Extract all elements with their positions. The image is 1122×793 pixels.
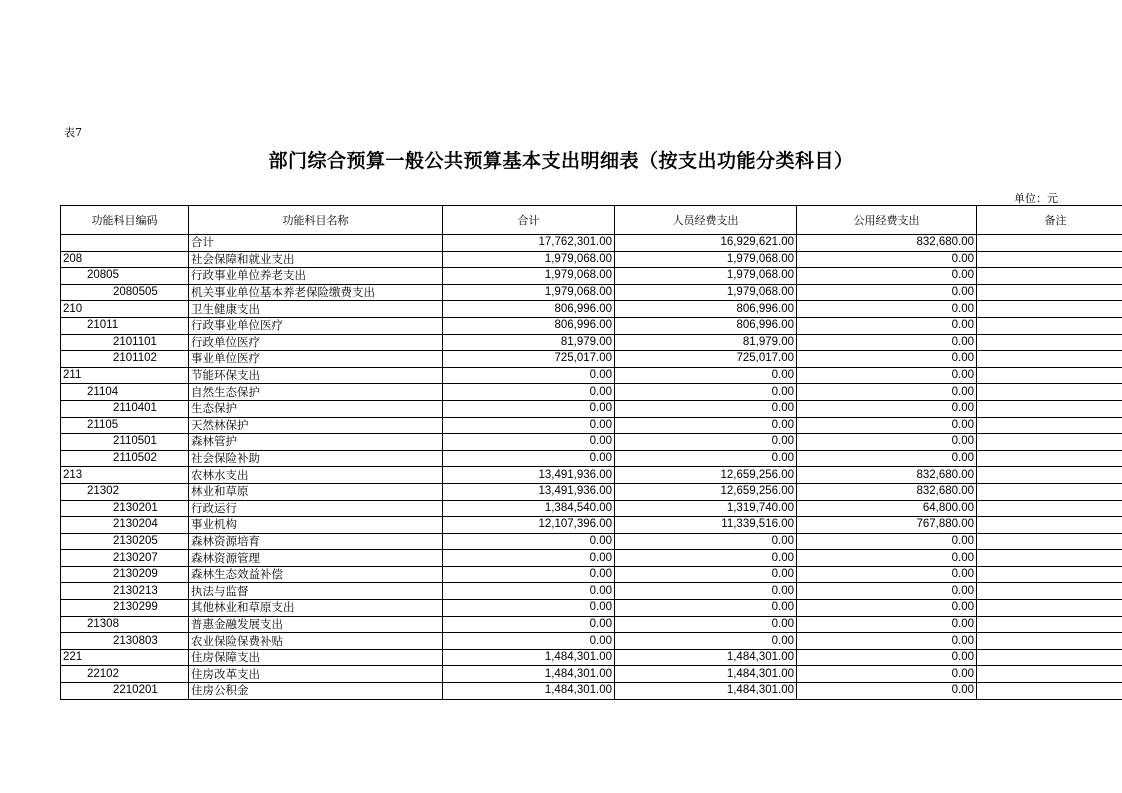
header-note: 备注: [977, 206, 1122, 235]
cell-code: 2101102: [61, 351, 189, 368]
cell-public: 0.00: [797, 683, 977, 700]
cell-code: 2130803: [61, 633, 189, 650]
cell-public: 0.00: [797, 533, 977, 550]
table-row: [61, 301, 1122, 318]
cell-total: 0.00: [443, 384, 615, 401]
cell-total: 81,979.00: [443, 334, 615, 351]
cell-note: [977, 616, 1122, 633]
cell-code: 2080505: [61, 284, 189, 301]
cell-total: 1,979,068.00: [443, 284, 615, 301]
cell-public: 0.00: [797, 566, 977, 583]
table-row: [61, 550, 1122, 567]
cell-note: [977, 649, 1122, 666]
header-public: 公用经费支出: [797, 206, 977, 235]
cell-public: 832,680.00: [797, 467, 977, 484]
cell-code: 2130204: [61, 517, 189, 534]
table-row: [61, 434, 1122, 451]
cell-name: 机关事业单位基本养老保险缴费支出: [189, 284, 443, 301]
cell-public: 0.00: [797, 301, 977, 318]
cell-public: 0.00: [797, 434, 977, 451]
cell-code: 2130209: [61, 566, 189, 583]
cell-personnel: 0.00: [615, 434, 797, 451]
cell-name: 农业保险保费补贴: [189, 633, 443, 650]
cell-code: 2110502: [61, 450, 189, 467]
cell-personnel: 1,979,068.00: [615, 251, 797, 268]
cell-code: 2110401: [61, 400, 189, 417]
cell-note: [977, 583, 1122, 600]
cell-name: 执法与监督: [189, 583, 443, 600]
cell-total: 0.00: [443, 367, 615, 384]
cell-personnel: 81,979.00: [615, 334, 797, 351]
cell-code: 21308: [61, 616, 189, 633]
table-row: [61, 666, 1122, 683]
cell-code: 2130201: [61, 500, 189, 517]
cell-note: [977, 633, 1122, 650]
cell-personnel: 0.00: [615, 533, 797, 550]
cell-personnel: 0.00: [615, 400, 797, 417]
cell-note: [977, 251, 1122, 268]
cell-name: 行政事业单位养老支出: [189, 268, 443, 285]
cell-note: [977, 351, 1122, 368]
cell-total: 0.00: [443, 450, 615, 467]
cell-total: 0.00: [443, 616, 615, 633]
cell-note: [977, 500, 1122, 517]
cell-name: 住房保障支出: [189, 649, 443, 666]
cell-code: 21104: [61, 384, 189, 401]
cell-note: [977, 367, 1122, 384]
cell-total: 806,996.00: [443, 301, 615, 318]
cell-public: 0.00: [797, 600, 977, 617]
cell-code: 2130205: [61, 533, 189, 550]
cell-note: [977, 235, 1122, 252]
cell-total: 1,979,068.00: [443, 251, 615, 268]
cell-note: [977, 533, 1122, 550]
cell-name: 卫生健康支出: [189, 301, 443, 318]
cell-name: 森林管护: [189, 434, 443, 451]
cell-personnel: 806,996.00: [615, 317, 797, 334]
table-row: [61, 284, 1122, 301]
cell-name: 合计: [189, 235, 443, 252]
cell-public: 0.00: [797, 417, 977, 434]
cell-total: 0.00: [443, 533, 615, 550]
cell-public: 0.00: [797, 633, 977, 650]
cell-total: 0.00: [443, 600, 615, 617]
cell-note: [977, 450, 1122, 467]
cell-total: 0.00: [443, 633, 615, 650]
cell-total: 0.00: [443, 400, 615, 417]
cell-note: [977, 317, 1122, 334]
cell-name: 天然林保护: [189, 417, 443, 434]
cell-personnel: 0.00: [615, 583, 797, 600]
header-total: 合计: [443, 206, 615, 235]
table-row: [61, 467, 1122, 484]
cell-code: [61, 235, 189, 252]
table-row: [61, 517, 1122, 534]
header-personnel: 人员经费支出: [615, 206, 797, 235]
cell-personnel: 12,659,256.00: [615, 467, 797, 484]
cell-public: 0.00: [797, 367, 977, 384]
table-row: [61, 251, 1122, 268]
table-row: [61, 600, 1122, 617]
cell-name: 社会保险补助: [189, 450, 443, 467]
cell-code: 22102: [61, 666, 189, 683]
cell-note: [977, 517, 1122, 534]
cell-personnel: 1,484,301.00: [615, 649, 797, 666]
cell-note: [977, 400, 1122, 417]
cell-name: 森林生态效益补偿: [189, 566, 443, 583]
cell-name: 节能环保支出: [189, 367, 443, 384]
cell-personnel: 0.00: [615, 550, 797, 567]
cell-total: 13,491,936.00: [443, 467, 615, 484]
cell-total: 1,384,540.00: [443, 500, 615, 517]
cell-name: 森林资源培育: [189, 533, 443, 550]
table-row: [61, 500, 1122, 517]
cell-public: 0.00: [797, 583, 977, 600]
cell-code: 21302: [61, 483, 189, 500]
cell-code: 2110501: [61, 434, 189, 451]
cell-personnel: 725,017.00: [615, 351, 797, 368]
cell-name: 事业单位医疗: [189, 351, 443, 368]
cell-personnel: 0.00: [615, 566, 797, 583]
cell-public: 0.00: [797, 268, 977, 285]
table-row: [61, 683, 1122, 700]
cell-personnel: 0.00: [615, 384, 797, 401]
cell-code: 20805: [61, 268, 189, 285]
cell-name: 事业机构: [189, 517, 443, 534]
cell-total: 17,762,301.00: [443, 235, 615, 252]
cell-personnel: 0.00: [615, 633, 797, 650]
cell-public: 0.00: [797, 649, 977, 666]
cell-public: 0.00: [797, 616, 977, 633]
cell-personnel: 0.00: [615, 367, 797, 384]
cell-code: 221: [61, 649, 189, 666]
cell-name: 林业和草原: [189, 483, 443, 500]
cell-code: 2130207: [61, 550, 189, 567]
table-row: [61, 334, 1122, 351]
cell-name: 森林资源管理: [189, 550, 443, 567]
cell-note: [977, 467, 1122, 484]
cell-personnel: 0.00: [615, 600, 797, 617]
cell-name: 农林水支出: [189, 467, 443, 484]
cell-note: [977, 301, 1122, 318]
cell-personnel: 11,339,516.00: [615, 517, 797, 534]
cell-total: 13,491,936.00: [443, 483, 615, 500]
cell-total: 0.00: [443, 434, 615, 451]
cell-note: [977, 384, 1122, 401]
cell-total: 12,107,396.00: [443, 517, 615, 534]
cell-personnel: 1,484,301.00: [615, 666, 797, 683]
cell-code: 2210201: [61, 683, 189, 700]
cell-name: 行政运行: [189, 500, 443, 517]
table-row: [61, 417, 1122, 434]
cell-code: 2101101: [61, 334, 189, 351]
cell-personnel: 1,979,068.00: [615, 284, 797, 301]
cell-personnel: 1,319,740.00: [615, 500, 797, 517]
cell-total: 0.00: [443, 566, 615, 583]
cell-public: 0.00: [797, 666, 977, 683]
expenditure-table: [60, 205, 1122, 700]
table-number: 表7: [64, 126, 82, 139]
cell-public: 0.00: [797, 400, 977, 417]
cell-note: [977, 268, 1122, 285]
cell-personnel: 1,484,301.00: [615, 683, 797, 700]
cell-personnel: 0.00: [615, 616, 797, 633]
cell-name: 行政事业单位医疗: [189, 317, 443, 334]
table-row: [61, 400, 1122, 417]
table-header: [61, 206, 1122, 235]
cell-public: 0.00: [797, 317, 977, 334]
cell-note: [977, 566, 1122, 583]
cell-public: 64,800.00: [797, 500, 977, 517]
table-row: [61, 566, 1122, 583]
document-title: 部门综合预算一般公共预算基本支出明细表（按支出功能分类科目）: [268, 150, 854, 172]
table-row: [61, 367, 1122, 384]
cell-name: 普惠金融发展支出: [189, 616, 443, 633]
cell-name: 住房公积金: [189, 683, 443, 700]
cell-total: 0.00: [443, 417, 615, 434]
cell-note: [977, 600, 1122, 617]
table-row: [61, 384, 1122, 401]
cell-code: 211: [61, 367, 189, 384]
cell-public: 832,680.00: [797, 483, 977, 500]
header-code: 功能科目编码: [61, 206, 189, 235]
cell-public: 0.00: [797, 251, 977, 268]
cell-name: 行政单位医疗: [189, 334, 443, 351]
cell-public: 0.00: [797, 384, 977, 401]
cell-note: [977, 666, 1122, 683]
cell-public: 0.00: [797, 284, 977, 301]
table-body: [61, 235, 1122, 700]
cell-note: [977, 334, 1122, 351]
cell-name: 住房改革支出: [189, 666, 443, 683]
cell-personnel: 1,979,068.00: [615, 268, 797, 285]
cell-personnel: 806,996.00: [615, 301, 797, 318]
cell-total: 1,979,068.00: [443, 268, 615, 285]
cell-total: 806,996.00: [443, 317, 615, 334]
table-row: [61, 268, 1122, 285]
table-row: [61, 633, 1122, 650]
cell-code: 21011: [61, 317, 189, 334]
cell-note: [977, 683, 1122, 700]
table-row: [61, 317, 1122, 334]
cell-personnel: 0.00: [615, 417, 797, 434]
cell-public: 0.00: [797, 550, 977, 567]
cell-code: 2130299: [61, 600, 189, 617]
table-row: [61, 616, 1122, 633]
unit-label: 单位：元: [1014, 192, 1058, 205]
cell-code: 210: [61, 301, 189, 318]
cell-note: [977, 550, 1122, 567]
cell-note: [977, 434, 1122, 451]
cell-name: 自然生态保护: [189, 384, 443, 401]
cell-public: 832,680.00: [797, 235, 977, 252]
cell-code: 213: [61, 467, 189, 484]
cell-code: 208: [61, 251, 189, 268]
cell-note: [977, 417, 1122, 434]
cell-public: 0.00: [797, 351, 977, 368]
cell-note: [977, 284, 1122, 301]
table-row: [61, 649, 1122, 666]
cell-public: 0.00: [797, 334, 977, 351]
cell-total: 1,484,301.00: [443, 666, 615, 683]
header-row: [61, 206, 1122, 235]
cell-public: 0.00: [797, 450, 977, 467]
cell-public: 767,880.00: [797, 517, 977, 534]
cell-name: 生态保护: [189, 400, 443, 417]
table-row: [61, 583, 1122, 600]
cell-personnel: 12,659,256.00: [615, 483, 797, 500]
table-row: [61, 450, 1122, 467]
cell-code: 21105: [61, 417, 189, 434]
cell-total: 1,484,301.00: [443, 649, 615, 666]
cell-note: [977, 483, 1122, 500]
cell-total: 1,484,301.00: [443, 683, 615, 700]
cell-total: 0.00: [443, 550, 615, 567]
table-row: [61, 483, 1122, 500]
table-row: [61, 235, 1122, 252]
table-row: [61, 351, 1122, 368]
cell-total: 0.00: [443, 583, 615, 600]
cell-personnel: 16,929,621.00: [615, 235, 797, 252]
cell-name: 其他林业和草原支出: [189, 600, 443, 617]
cell-total: 725,017.00: [443, 351, 615, 368]
header-name: 功能科目名称: [189, 206, 443, 235]
table-row: [61, 533, 1122, 550]
cell-code: 2130213: [61, 583, 189, 600]
cell-personnel: 0.00: [615, 450, 797, 467]
cell-name: 社会保障和就业支出: [189, 251, 443, 268]
